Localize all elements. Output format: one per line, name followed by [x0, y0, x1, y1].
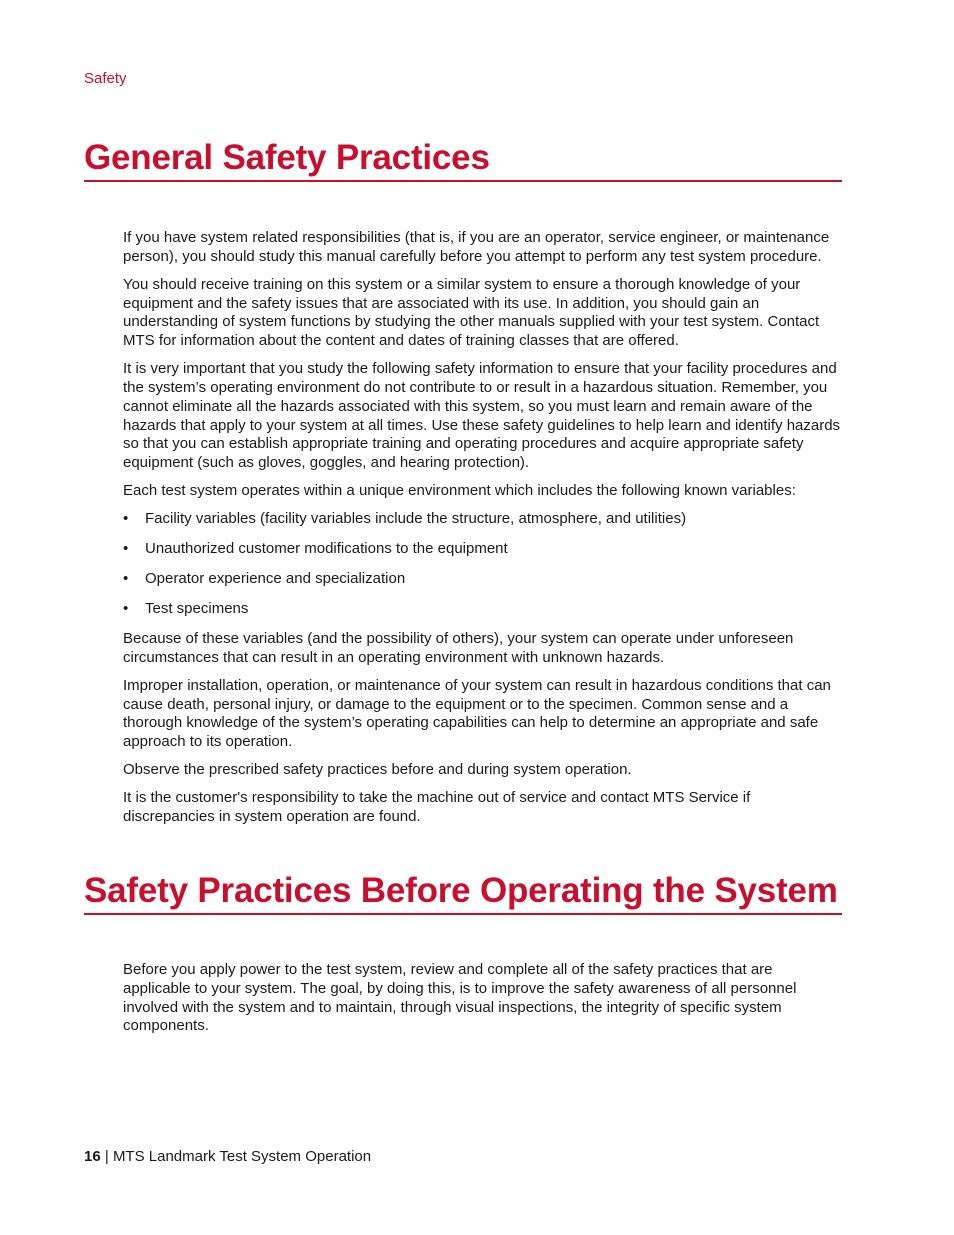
paragraph: Because of these variables (and the possibility of others), your system can operate under unforeseen circumstances that can result in an operating environment with unknown hazards.	[123, 630, 794, 666]
page-number: 16	[84, 1148, 101, 1165]
paragraph: It is the customer's responsibility to take the machine out of service and contact MTS Service if discrepancies in system operation are found.	[123, 789, 751, 825]
paragraph: If you have system related responsibilities (that is, if you are an operator, service engineer, or maintenance person), you should study this manual carefully before you attempt to perform any test system procedure.	[123, 229, 830, 265]
page-footer	[84, 1148, 371, 1165]
paragraph: It is very important that you study the following safety information to ensure that your facility procedures and the system’s operating environment do not contribute to or result in a hazardous situation. Remember, you cannot eliminate all the hazards associated with this system, so you must learn and remain aware of the hazards that apply to your system at all times. Use these safety guidelines to help learn and identify hazards so that you can establish appropriate training and operating procedures and acquire appropriate safety equipment (such as gloves, goggles, and hearing protection).	[123, 360, 841, 472]
footer-document-title: MTS Landmark Test System Operation	[112, 1148, 372, 1165]
list-item: • Test specimens	[123, 600, 843, 619]
paragraph: Each test system operates within a unique environment which includes the following known variables:	[123, 482, 796, 500]
footer-separator: |	[104, 1148, 109, 1165]
running-header: Safety	[84, 70, 127, 87]
section-body-safety-practices-before-operating	[123, 961, 843, 1045]
list-item: • Unauthorized customer modifications to the equipment	[123, 540, 843, 559]
paragraph: Observe the prescribed safety practices before and during system operation.	[123, 761, 632, 779]
list-item: • Operator experience and specialization	[123, 570, 843, 589]
section-title-safety-practices-before-operating: Safety Practices Before Operating the System	[84, 871, 842, 915]
section-title-general-safety-practices: General Safety Practices	[84, 138, 842, 182]
variables-bullet-list	[123, 510, 843, 619]
list-item: • Facility variables (facility variables include the structure, atmosphere, and utilities)	[123, 510, 843, 529]
section-body-general-safety-practices	[123, 229, 843, 836]
paragraph: You should receive training on this system or a similar system to ensure a thorough knowledge of your equipment and the safety issues that are associated with its use. In addition, you should gain an understanding of system functions by studying the other manuals supplied with your test system. Contact MTS for information about the content and dates of training classes that are offered.	[123, 275, 820, 350]
paragraph: Improper installation, operation, or maintenance of your system can result in hazardous conditions that can cause death, personal injury, or damage to the equipment or to the specimen. Common sense and a thorough knowledge of the system’s operating capabilities can help to determine an appropriate and safe approach to its operation.	[123, 676, 831, 751]
paragraph: Before you apply power to the test system, review and complete all of the safety practices that are applicable to your system. The goal, by doing this, is to improve the safety awareness of all personnel involved with the system and to maintain, through visual inspections, the integrity of specific system components.	[123, 961, 797, 1035]
